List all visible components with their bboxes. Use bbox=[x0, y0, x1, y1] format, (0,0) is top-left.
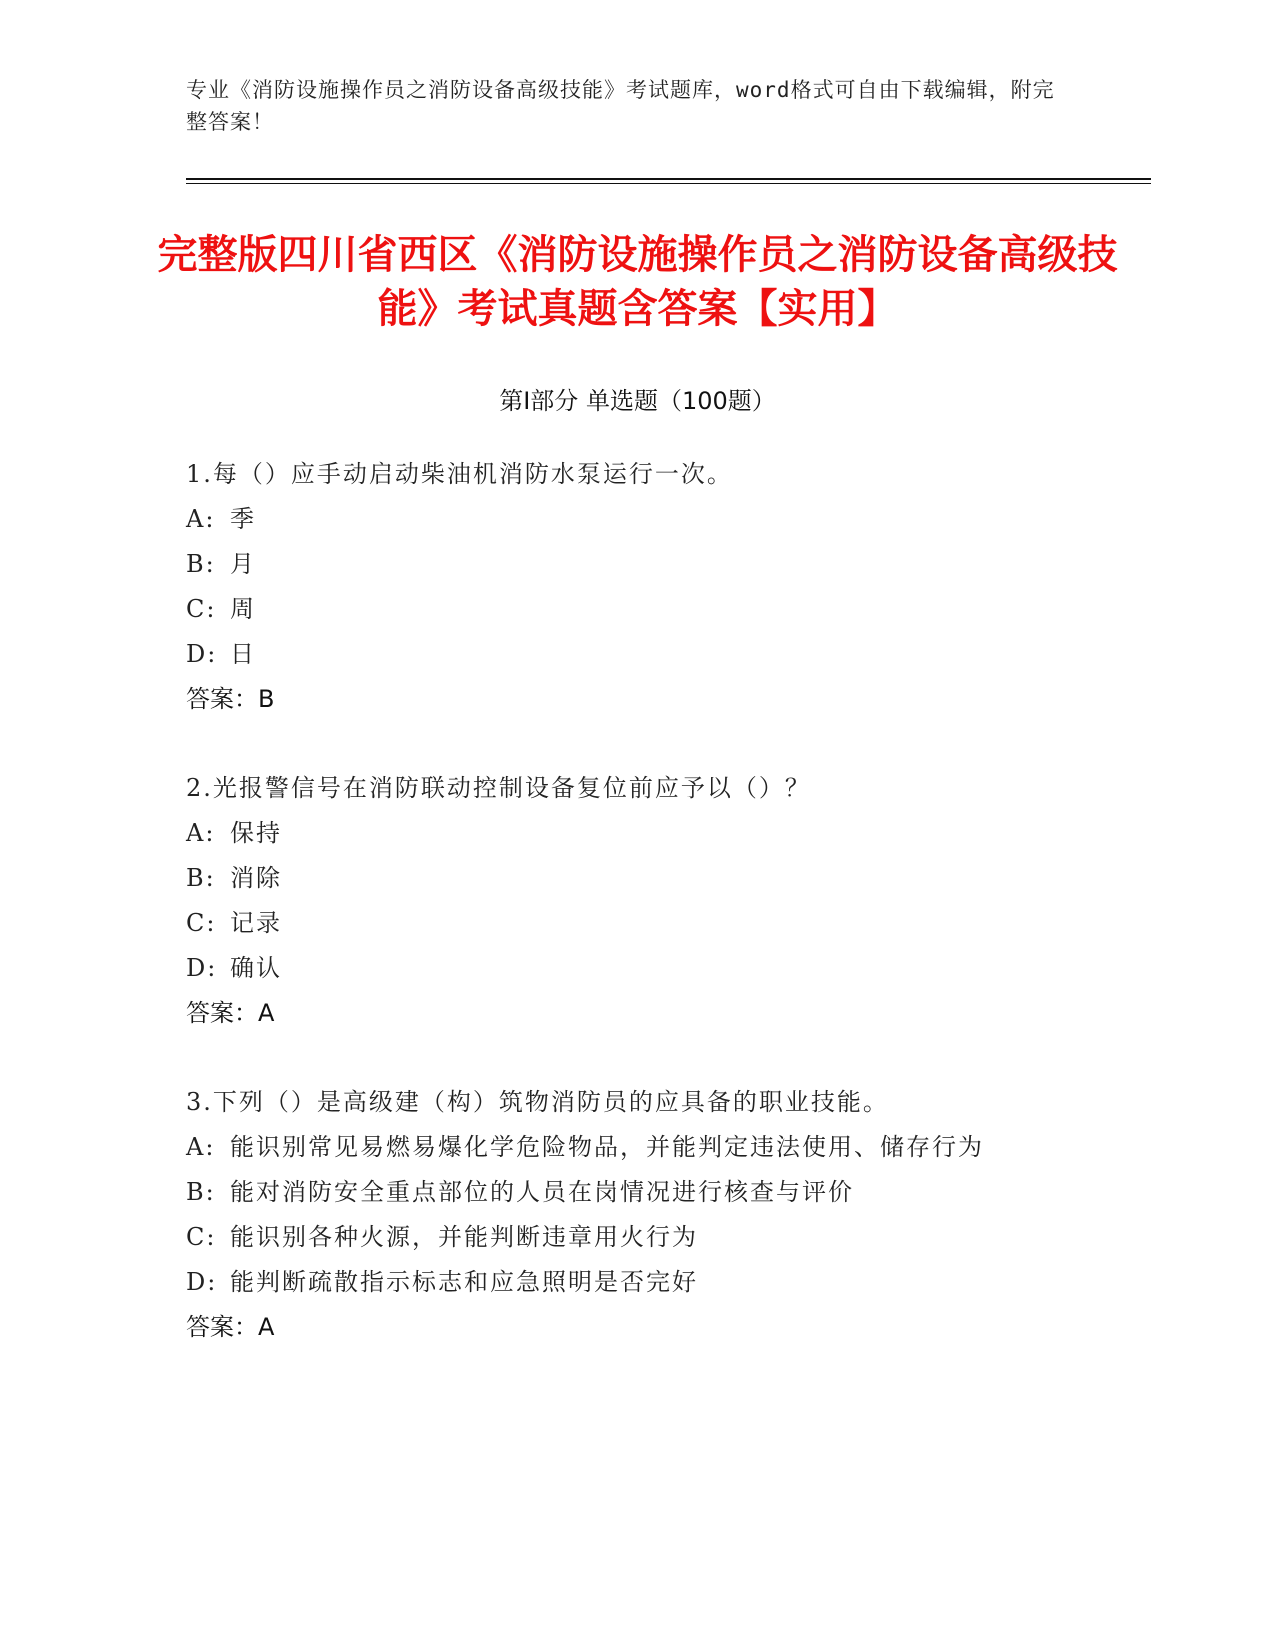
option-text: 确认 bbox=[230, 954, 282, 982]
option-c bbox=[186, 901, 1166, 946]
option-a bbox=[186, 1125, 1166, 1170]
question-stem: 3.下列（）是高级建（构）筑物消防员的应具备的职业技能。 bbox=[186, 1088, 889, 1116]
option-d bbox=[186, 1260, 1166, 1305]
option-a bbox=[186, 497, 1166, 542]
option-key: A: bbox=[186, 1133, 216, 1161]
option-b bbox=[186, 542, 1166, 587]
option-d bbox=[186, 946, 1166, 991]
option-text: 能识别各种火源，并能判断违章用火行为 bbox=[230, 1223, 698, 1251]
answer-line: 答案：B bbox=[186, 685, 275, 713]
question-stem: 2.光报警信号在消防联动控制设备复位前应予以（）？ bbox=[186, 774, 811, 802]
option-text: 月 bbox=[230, 550, 256, 578]
question-2 bbox=[186, 766, 1166, 1036]
option-b bbox=[186, 1170, 1166, 1215]
option-key: D: bbox=[186, 1268, 218, 1296]
option-key: C: bbox=[186, 909, 217, 937]
question-3 bbox=[186, 1080, 1166, 1350]
option-text: 消除 bbox=[230, 864, 282, 892]
section-title: 第I部分 单选题（100题） bbox=[499, 387, 776, 415]
answer-line: 答案：A bbox=[186, 1313, 275, 1341]
header-note: 专业《消防设施操作员之消防设备高级技能》考试题库，word格式可自由下载编辑，附完整答案！ bbox=[186, 78, 1055, 134]
option-text: 日 bbox=[230, 640, 256, 668]
question-1 bbox=[186, 452, 1166, 722]
option-b bbox=[186, 856, 1166, 901]
option-text: 保持 bbox=[230, 819, 282, 847]
option-text: 能对消防安全重点部位的人员在岗情况进行核查与评价 bbox=[230, 1178, 854, 1206]
header-divider-thick bbox=[186, 178, 1151, 180]
option-key: B: bbox=[186, 1178, 216, 1206]
option-text: 能判断疏散指示标志和应急照明是否完好 bbox=[230, 1268, 698, 1296]
option-c bbox=[186, 587, 1166, 632]
option-key: D: bbox=[186, 954, 218, 982]
option-key: A: bbox=[186, 505, 216, 533]
option-key: C: bbox=[186, 1223, 217, 1251]
option-key: D: bbox=[186, 640, 218, 668]
answer-line: 答案：A bbox=[186, 999, 275, 1027]
option-text: 能识别常见易燃易爆化学危险物品，并能判定违法使用、储存行为 bbox=[230, 1133, 984, 1161]
question-stem: 1.每（）应手动启动柴油机消防水泵运行一次。 bbox=[186, 460, 733, 488]
option-key: B: bbox=[186, 550, 216, 578]
option-d bbox=[186, 632, 1166, 677]
option-key: C: bbox=[186, 595, 217, 623]
option-c bbox=[186, 1215, 1166, 1260]
option-key: B: bbox=[186, 864, 216, 892]
option-text: 季 bbox=[230, 505, 256, 533]
option-key: A: bbox=[186, 819, 216, 847]
document-title: 完整版四川省西区《消防设施操作员之消防设备高级技能》考试真题含答案【实用】 bbox=[157, 232, 1118, 332]
header-divider-thin bbox=[186, 183, 1151, 184]
option-text: 周 bbox=[230, 595, 256, 623]
option-text: 记录 bbox=[230, 909, 282, 937]
option-a bbox=[186, 811, 1166, 856]
